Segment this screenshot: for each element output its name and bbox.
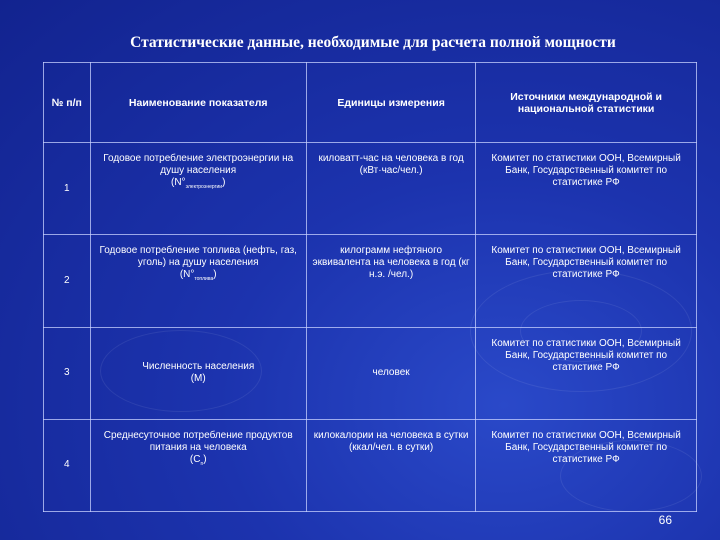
- unit-cell: килограмм нефтяного эквивалента на человека в год (кг н.э. /чел.): [306, 235, 475, 327]
- source-cell: Комитет по статистики ООН, Всемирный Банк, Государственный комитет по статистике РФ: [476, 143, 697, 235]
- row-number: 4: [44, 419, 91, 511]
- indicator-name: Годовое потребление электроэнергии на душу населения: [103, 153, 294, 177]
- table-row: [44, 327, 697, 419]
- indicator-symbol: $(C_n)$: [189, 453, 207, 467]
- header-indicator-name: Наименование показателя: [90, 63, 306, 143]
- indicator-name-cell: [90, 327, 306, 419]
- page-number: 66: [658, 513, 672, 527]
- header-units: Единицы измерения: [306, 63, 475, 143]
- indicator-name: Годовое потребление топлива (нефть, газ, уголь) на душу населения: [99, 245, 297, 269]
- table-row: [44, 143, 697, 235]
- table-header-row: [44, 63, 697, 143]
- unit-cell: киловатт-час на человека в год (кВт·час/чел.): [306, 143, 475, 235]
- indicator-name: Численность населения: [142, 361, 255, 373]
- row-number: 1: [44, 143, 91, 235]
- header-number: № п/п: [44, 63, 91, 143]
- row-number: 3: [44, 327, 91, 419]
- indicator-symbol: (M): [190, 373, 206, 385]
- unit-cell: человек: [306, 327, 475, 419]
- indicator-symbol: $(N^\circ_{электроэнергии})$: [171, 177, 226, 191]
- row-number: 2: [44, 235, 91, 327]
- header-sources: Источники международной и национальной статистики: [476, 63, 697, 143]
- statistics-table: [43, 62, 697, 512]
- indicator-name-cell: [90, 143, 306, 235]
- source-cell: Комитет по статистики ООН, Всемирный Банк, Государственный комитет по статистике РФ: [476, 327, 697, 419]
- source-cell: Комитет по статистики ООН, Всемирный Банк, Государственный комитет по статистике РФ: [476, 235, 697, 327]
- indicator-name: Среднесуточное потребление продуктов питания на человека: [103, 429, 293, 453]
- unit-cell: килокалории на человека в сутки (ккал/чел. в сутки): [306, 419, 475, 511]
- indicator-name-cell: [90, 235, 306, 327]
- table-row: [44, 419, 697, 511]
- table-row: [44, 235, 697, 327]
- indicator-symbol: $(N^\circ_{топлива})$: [179, 269, 217, 283]
- indicator-name-cell: [90, 419, 306, 511]
- slide-title: Статистические данные, необходимые для расчета полной мощности: [130, 34, 616, 51]
- source-cell: Комитет по статистики ООН, Всемирный Банк, Государственный комитет по статистике РФ: [476, 419, 697, 511]
